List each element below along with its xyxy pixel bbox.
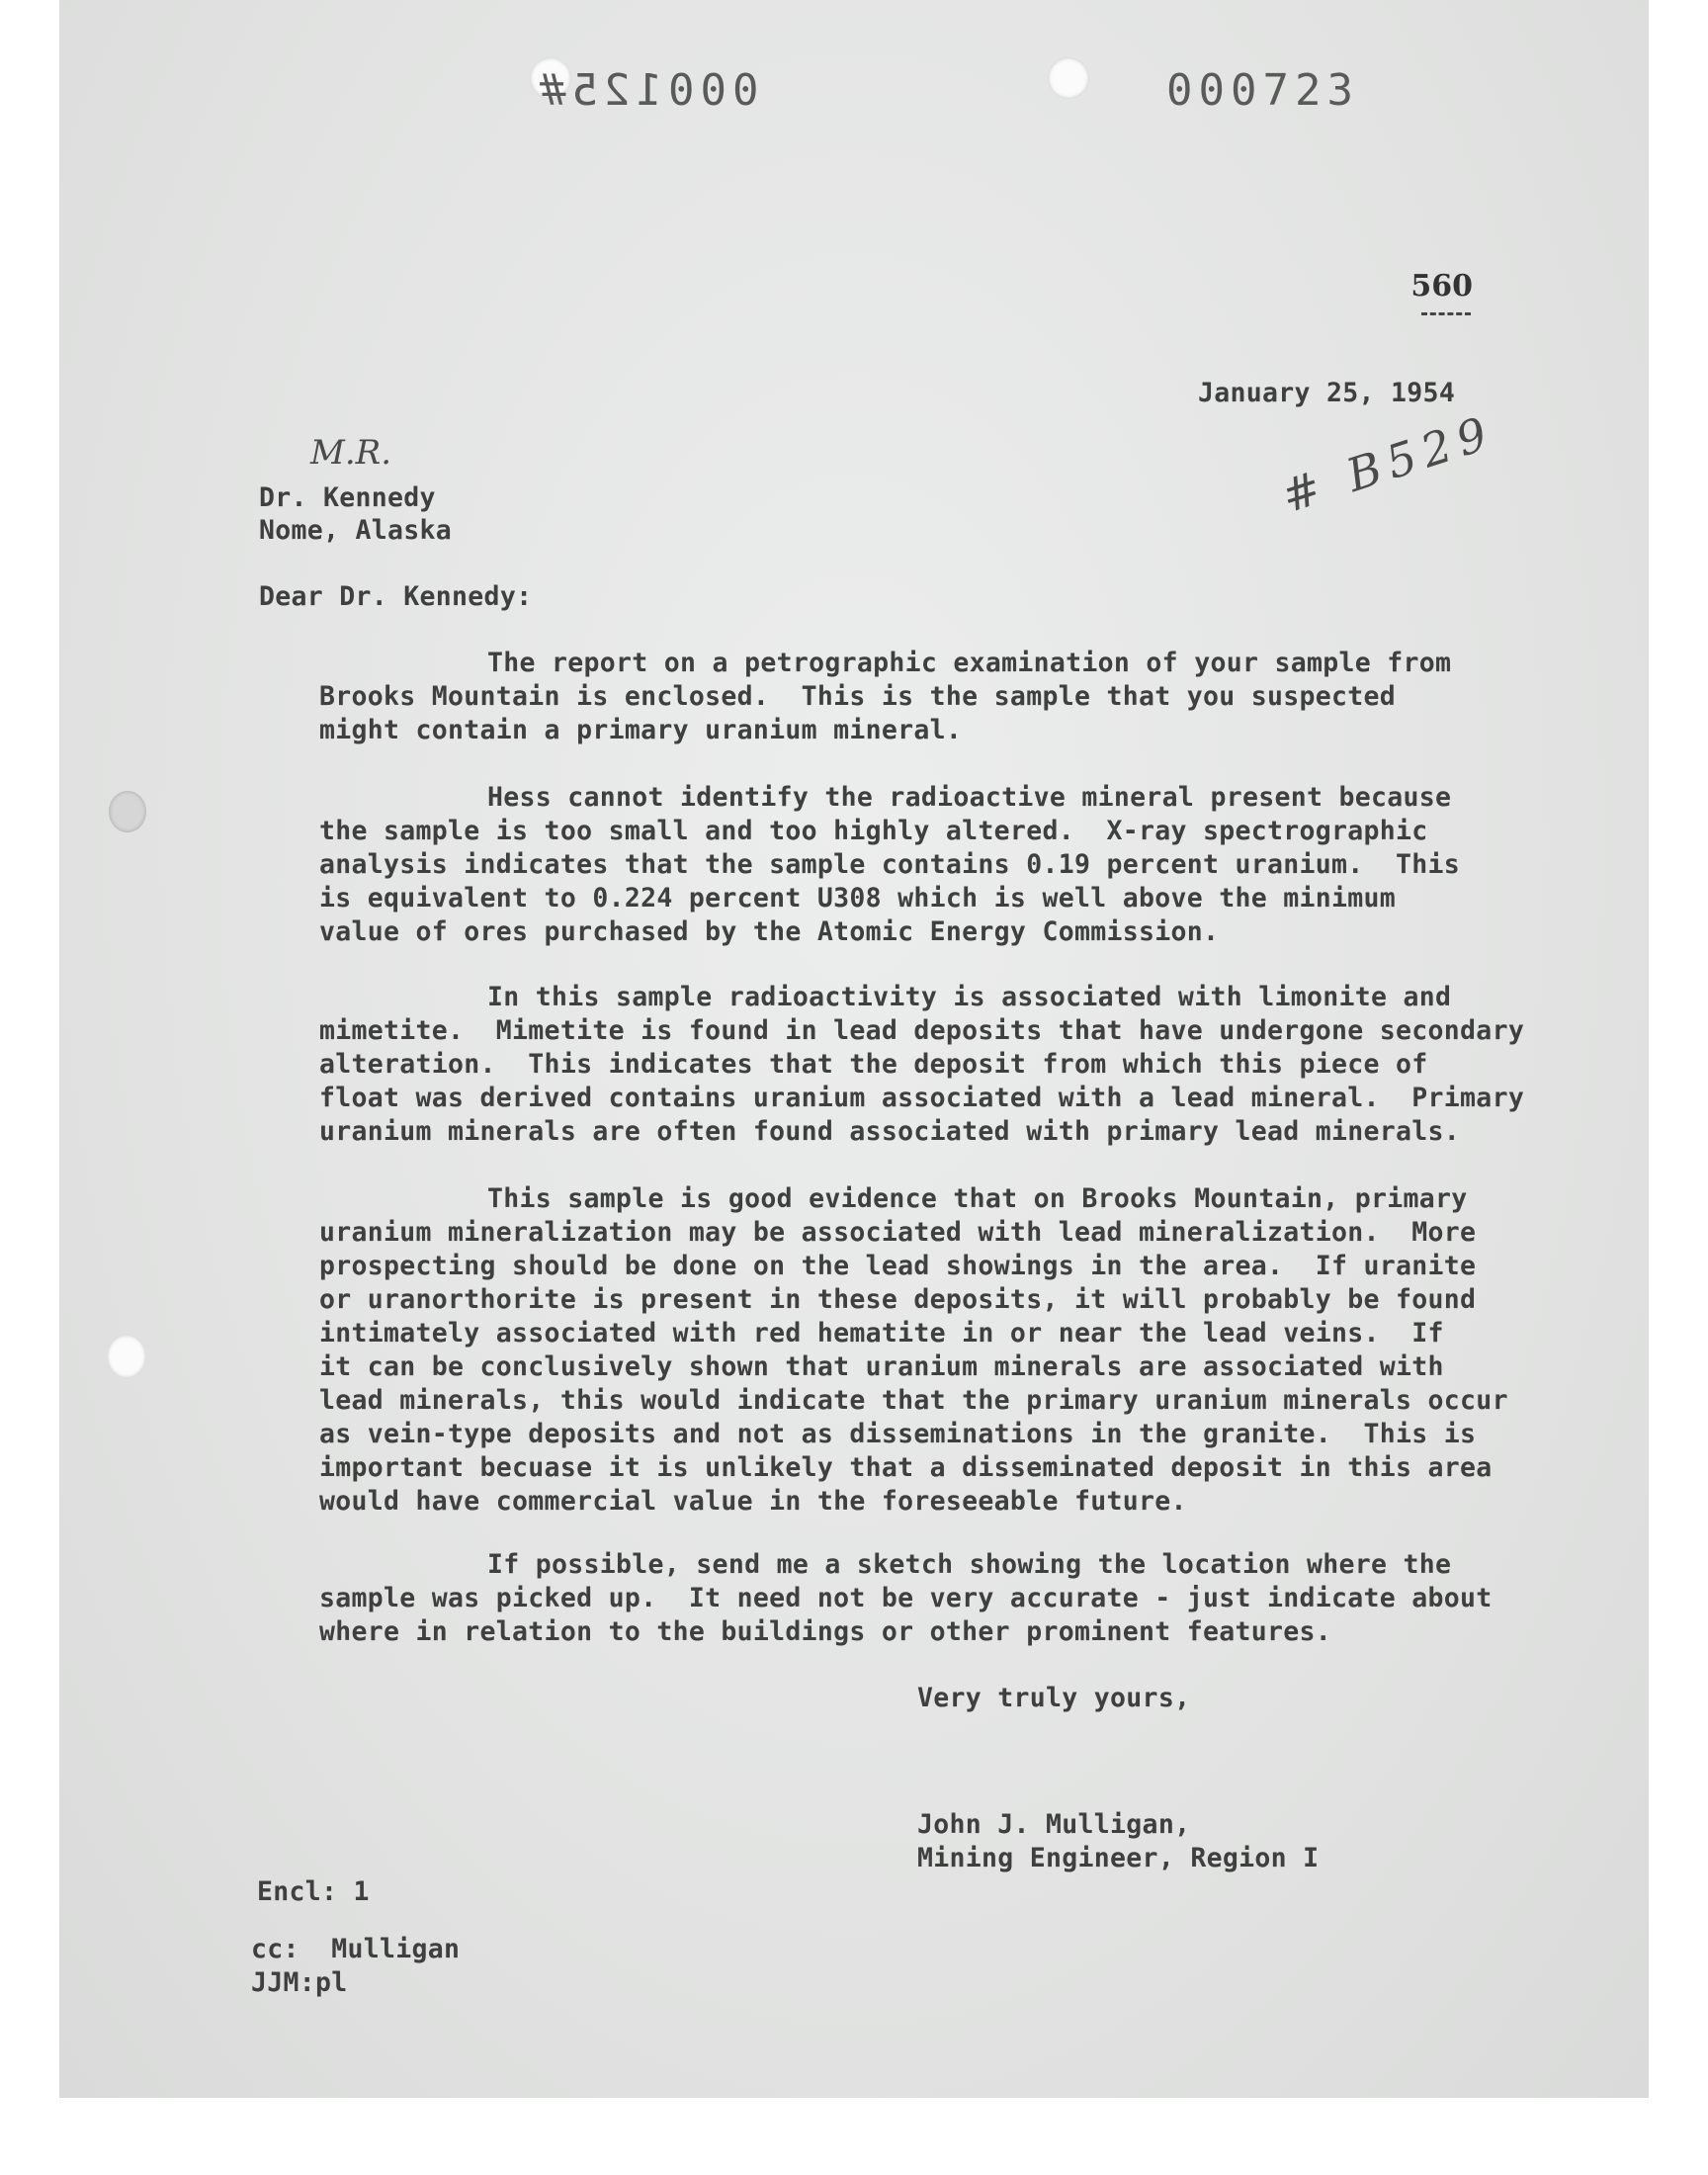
typist-initials: JJM:pl — [251, 1967, 348, 1998]
punch-hole-middle-left — [109, 791, 146, 832]
paragraph-line: mimetite. Mimetite is found in lead deposits that have undergone secondary — [319, 1015, 1525, 1046]
body-paragraph-5 — [319, 1548, 1493, 1649]
paragraph-line: sample was picked up. It need not be very accurate - just indicate about — [319, 1583, 1493, 1613]
paragraph-line: Hess cannot identify the radioactive mineral present because — [487, 782, 1452, 813]
body-paragraph-1 — [319, 647, 1451, 747]
paragraph-line: prospecting should be done on the lead showings in the area. If uranite — [319, 1251, 1477, 1281]
paragraph-line: analysis indicates that the sample contains 0.19 percent uranium. This — [319, 849, 1461, 880]
paragraph-line: The report on a petrographic examination of your sample from — [487, 648, 1452, 678]
recipient-location: Nome, Alaska — [259, 515, 453, 546]
page-number: 560 — [1410, 269, 1473, 304]
paragraph-line: This sample is good evidence that on Brooks Mountain, primary — [487, 1183, 1468, 1214]
punch-hole-top-right — [1048, 57, 1089, 99]
handwritten-initials: M.R. — [310, 433, 392, 473]
body-paragraph-2 — [319, 781, 1460, 949]
salutation: Dear Dr. Kennedy: — [259, 581, 533, 612]
body-paragraph-3 — [319, 981, 1524, 1149]
letter-date: January 25, 1954 — [1198, 378, 1456, 408]
signer-name: John J. Mulligan, — [917, 1809, 1191, 1840]
paragraph-line: would have commercial value in the foreseeable future. — [319, 1486, 1187, 1517]
paragraph-line: lead minerals, this would indicate that the primary uranium minerals occur — [319, 1385, 1508, 1416]
paragraph-line: If possible, send me a sketch showing the location where the — [487, 1549, 1452, 1580]
paragraph-line: alteration. This indicates that the deposit from which this piece of — [319, 1049, 1428, 1080]
paragraph-line: the sample is too small and too highly altered. X-ray spectrographic — [319, 816, 1428, 846]
document-page — [59, 0, 1649, 2098]
paragraph-line: float was derived contains uranium associated with a lead mineral. Primary — [319, 1083, 1525, 1113]
body-paragraph-4 — [319, 1182, 1508, 1519]
closing: Very truly yours, — [917, 1683, 1191, 1713]
paragraph-line: uranium minerals are often found associated with primary lead minerals. — [319, 1116, 1461, 1147]
stamp-number-right: 000723 — [1166, 65, 1359, 116]
page-number-underline — [1421, 312, 1471, 315]
paragraph-line: it can be conclusively shown that uranium minerals are associated with — [319, 1351, 1444, 1382]
handwritten-file-mark: # B529 — [1275, 404, 1501, 524]
cc-note: cc: Mulligan — [251, 1934, 461, 1964]
paragraph-line: is equivalent to 0.224 percent U308 which is well above the minimum — [319, 883, 1397, 914]
stamp-number-left: 000125# — [534, 65, 759, 116]
paragraph-line: might contain a primary uranium mineral. — [319, 715, 963, 745]
paragraph-line: intimately associated with red hematite in or near the lead veins. If — [319, 1318, 1444, 1348]
paragraph-line: value of ores purchased by the Atomic Energy Commission. — [319, 916, 1220, 947]
paragraph-line: or uranorthorite is present in these deposits, it will probably be found — [319, 1284, 1477, 1315]
paragraph-line: as vein-type deposits and not as disseminations in the granite. This is — [319, 1419, 1477, 1449]
recipient-name: Dr. Kennedy — [259, 482, 436, 513]
enclosure-note: Encl: 1 — [257, 1876, 370, 1907]
punch-hole-lower-left — [107, 1335, 146, 1378]
paragraph-line: where in relation to the buildings or other prominent features. — [319, 1616, 1332, 1647]
paragraph-line: uranium mineralization may be associated with lead mineralization. More — [319, 1217, 1477, 1248]
signer-title: Mining Engineer, Region I — [917, 1843, 1320, 1873]
paragraph-line: Brooks Mountain is enclosed. This is the sample that you suspected — [319, 681, 1397, 712]
paragraph-line: In this sample radioactivity is associated with limonite and — [487, 982, 1452, 1012]
paragraph-line: important becuase it is unlikely that a disseminated deposit in this area — [319, 1452, 1493, 1483]
